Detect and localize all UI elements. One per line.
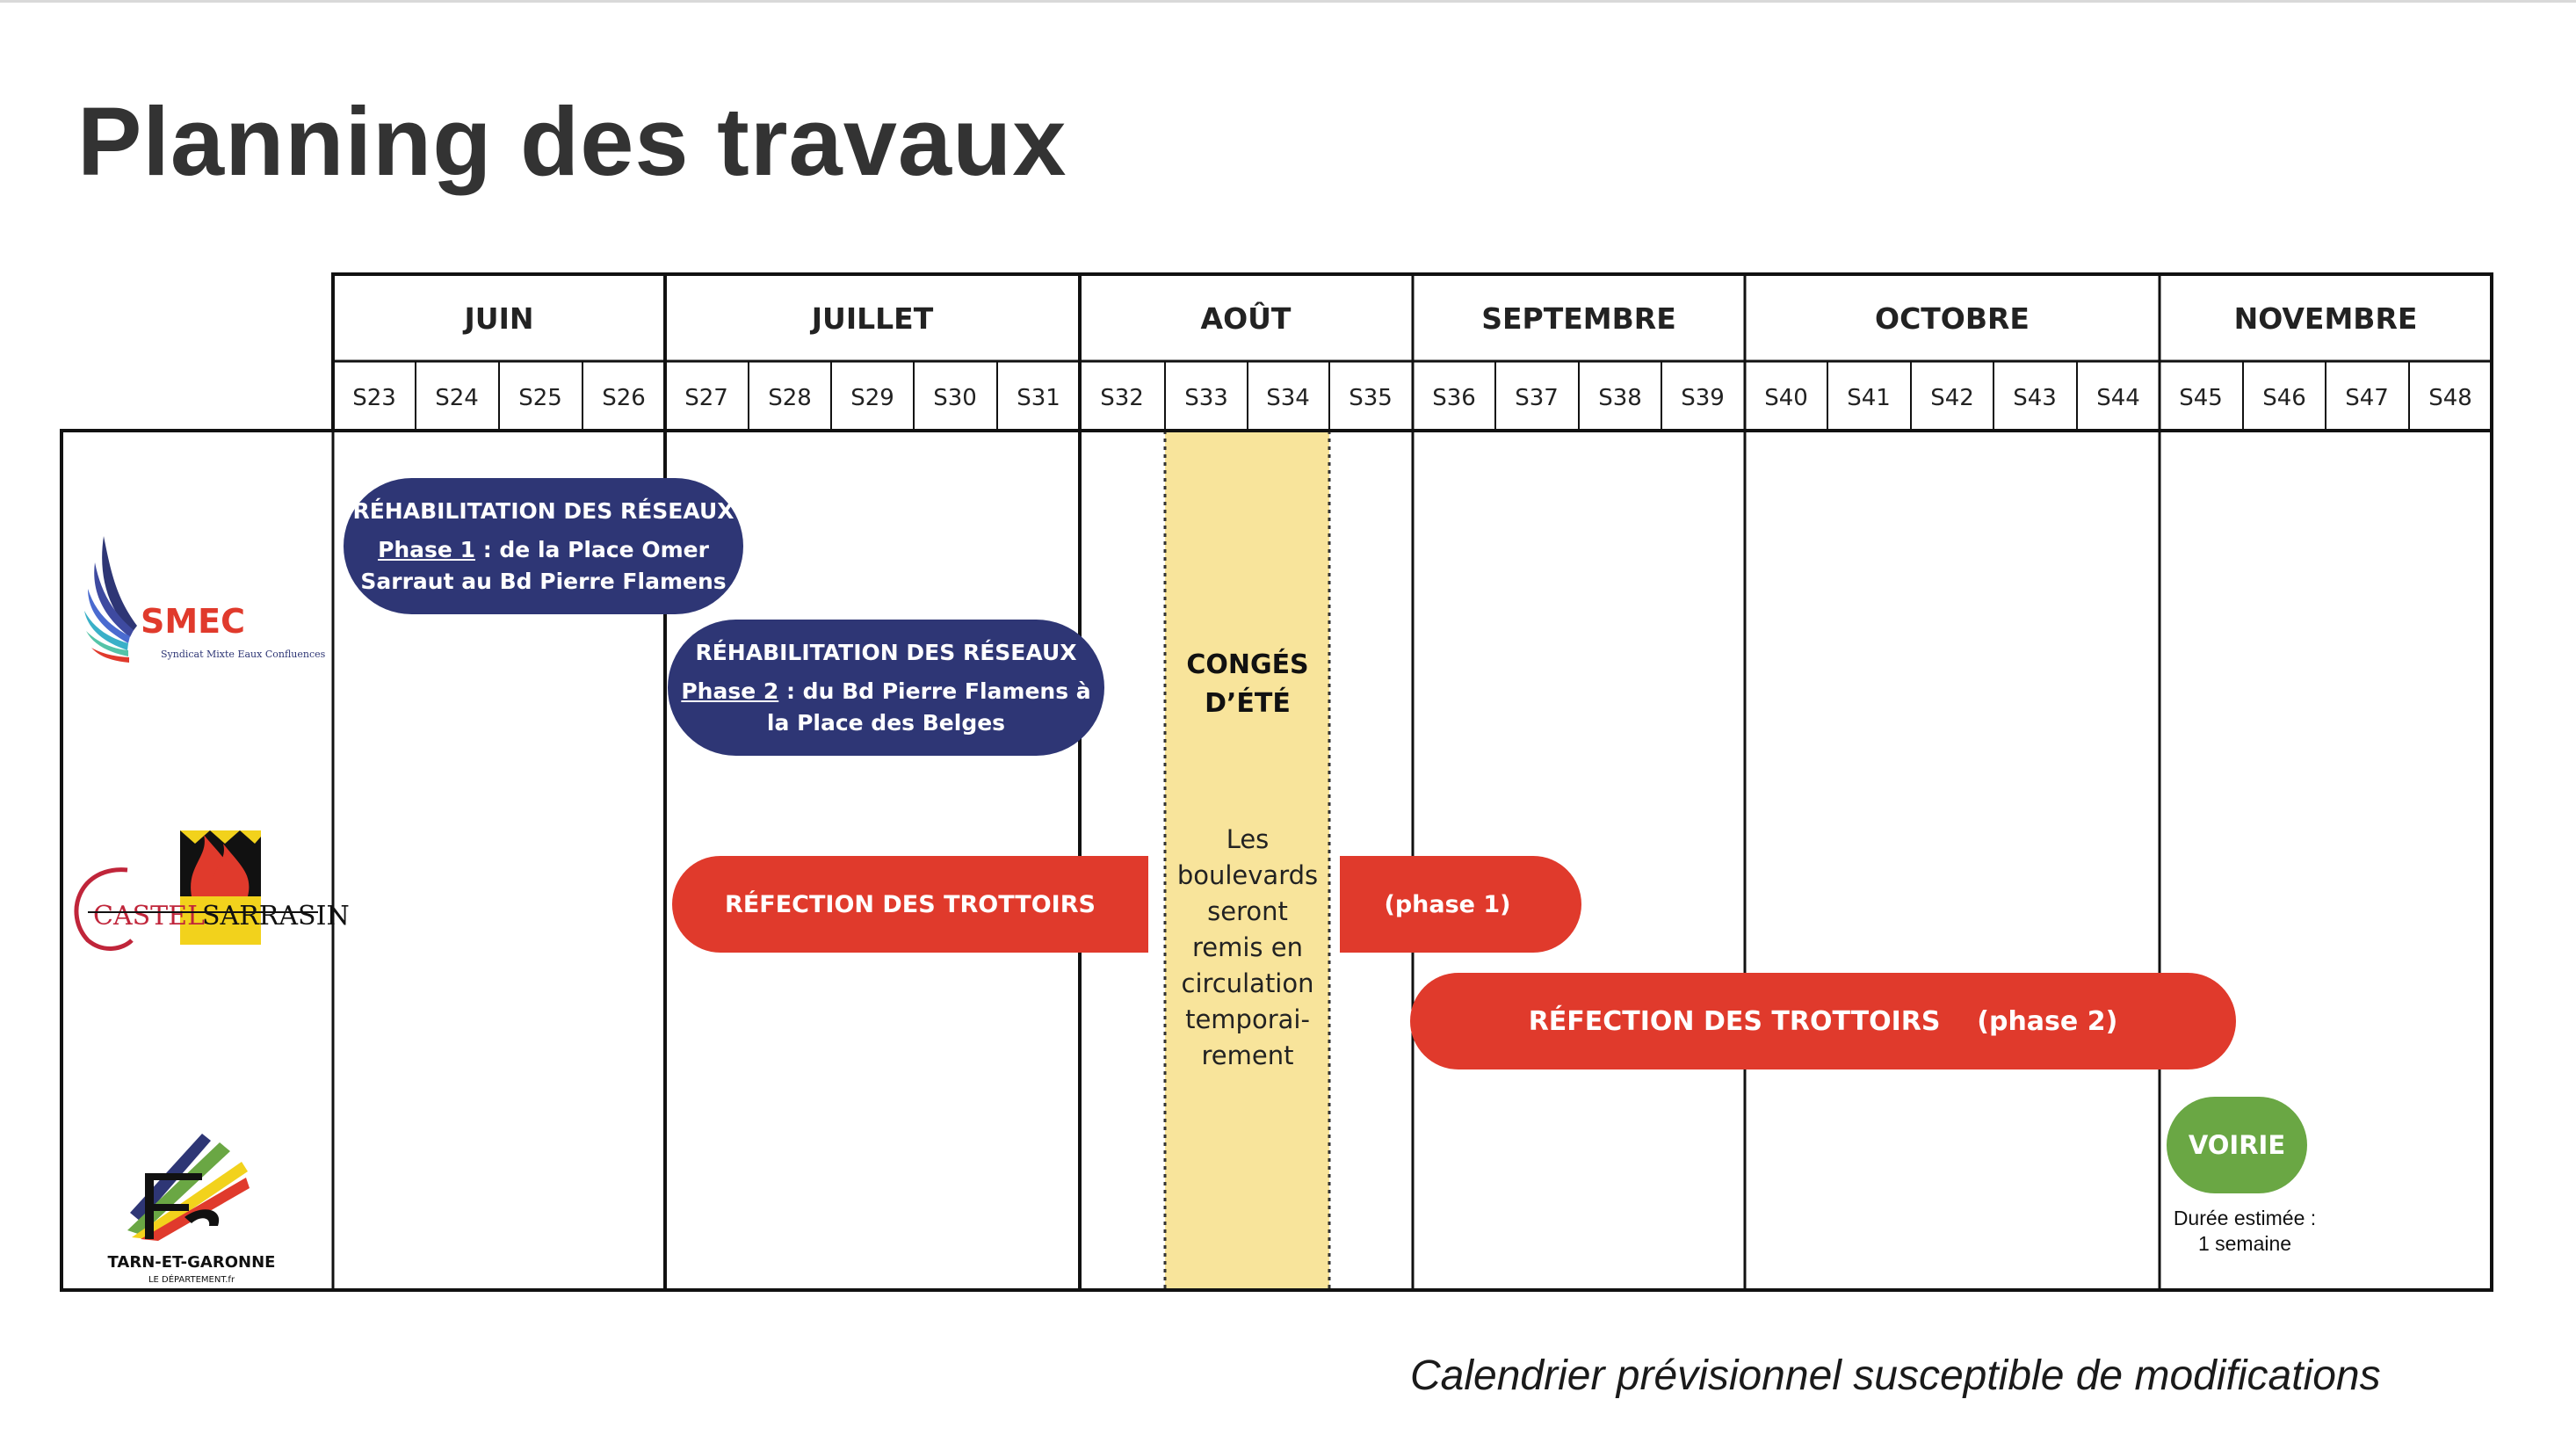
castel-wordmark: CASTEL bbox=[93, 901, 206, 932]
week-label: S40 bbox=[1764, 385, 1808, 411]
conges-note-line: circulation bbox=[1181, 968, 1314, 998]
task-trottoirs-phase1-part1 bbox=[672, 856, 1148, 953]
month-novembre: NOVEMBRE bbox=[2233, 301, 2418, 336]
conges-note-line: boulevards bbox=[1176, 860, 1319, 890]
task-reseaux-phase1 bbox=[344, 478, 743, 614]
week-label: S29 bbox=[850, 385, 894, 411]
week-label: S44 bbox=[2096, 385, 2140, 411]
task-voirie bbox=[2167, 1097, 2307, 1193]
sarrasin-wordmark: SARRASIN bbox=[202, 901, 350, 932]
duration-value: 1 semaine bbox=[2197, 1232, 2292, 1255]
month-juin: JUIN bbox=[464, 301, 534, 336]
task-detail: : de la Place Omer bbox=[475, 536, 709, 562]
week-label: S26 bbox=[602, 385, 646, 411]
task-detail: : du Bd Pierre Flamens à bbox=[778, 678, 1091, 704]
conges-title-line: D’ÉTÉ bbox=[1205, 688, 1291, 719]
week-label: S38 bbox=[1598, 385, 1642, 411]
task-label: RÉFECTION DES TROTTOIRS (phase 2) bbox=[1528, 1005, 2118, 1037]
voirie-duration-note bbox=[2135, 1206, 2355, 1257]
conges-title-line: CONGÉS bbox=[1186, 649, 1309, 680]
castelsarrasin-logo bbox=[76, 830, 350, 948]
week-label: S46 bbox=[2262, 385, 2306, 411]
week-label: S33 bbox=[1184, 385, 1228, 411]
week-label: S45 bbox=[2179, 385, 2223, 411]
footnote: Calendrier prévisionnel susceptible de modifications bbox=[1410, 1352, 2381, 1399]
task-detail: la Place des Belges bbox=[766, 709, 1006, 736]
week-label: S32 bbox=[1100, 385, 1144, 411]
tarn-wordmark: TARN-ET-GARONNE bbox=[107, 1253, 276, 1272]
phase-label: Phase 2 bbox=[681, 678, 779, 704]
conges-note-line: seront bbox=[1207, 896, 1288, 926]
week-label: S37 bbox=[1515, 385, 1559, 411]
week-label: S27 bbox=[684, 385, 728, 411]
week-label: S24 bbox=[435, 385, 479, 411]
conges-note bbox=[1164, 822, 1331, 1074]
week-label: S25 bbox=[518, 385, 562, 411]
week-label: S35 bbox=[1349, 385, 1393, 411]
week-label: S31 bbox=[1017, 385, 1060, 411]
task-title: RÉHABILITATION DES RÉSEAUX bbox=[695, 639, 1077, 665]
month-octobre: OCTOBRE bbox=[1875, 301, 2030, 336]
smec-wordmark: SMEC bbox=[141, 602, 246, 641]
conges-note-line: remis en bbox=[1192, 932, 1303, 962]
task-label: RÉFECTION DES TROTTOIRS bbox=[725, 890, 1096, 918]
week-label: S47 bbox=[2345, 385, 2389, 411]
task-trottoirs-phase1-part2 bbox=[1340, 856, 1581, 953]
task-detail: Sarraut au Bd Pierre Flamens bbox=[360, 568, 727, 594]
tarn-et-garonne-logo bbox=[108, 1134, 276, 1285]
week-label: S34 bbox=[1266, 385, 1310, 411]
week-label: S30 bbox=[933, 385, 977, 411]
week-label: S39 bbox=[1681, 385, 1725, 411]
task-title: RÉHABILITATION DES RÉSEAUX bbox=[352, 497, 734, 524]
conges-note-line: Les bbox=[1226, 824, 1270, 854]
conges-note-line: temporai- bbox=[1185, 1004, 1310, 1034]
week-label: S23 bbox=[352, 385, 396, 411]
week-label: S41 bbox=[1847, 385, 1891, 411]
conges-note-line: rement bbox=[1201, 1040, 1294, 1070]
task-trottoirs-phase2 bbox=[1410, 973, 2236, 1069]
week-label: S48 bbox=[2428, 385, 2472, 411]
month-juillet: JUILLET bbox=[811, 301, 934, 336]
conges-title bbox=[1164, 646, 1331, 723]
page-title: Planning des travaux bbox=[77, 88, 1067, 196]
duration-label: Durée estimée : bbox=[2173, 1207, 2317, 1229]
month-aout: AOÛT bbox=[1200, 301, 1292, 336]
week-label: S43 bbox=[2013, 385, 2057, 411]
smec-subtitle: Syndicat Mixte Eaux Confluences bbox=[161, 649, 326, 660]
smec-logo bbox=[84, 536, 326, 663]
week-label: S28 bbox=[768, 385, 812, 411]
task-label: VOIRIE bbox=[2188, 1130, 2286, 1160]
task-reseaux-phase2 bbox=[668, 620, 1104, 756]
week-label: S42 bbox=[1930, 385, 1974, 411]
phase-label: Phase 1 bbox=[378, 536, 475, 562]
month-septembre: SEPTEMBRE bbox=[1481, 301, 1676, 336]
task-label: (phase 1) bbox=[1384, 890, 1511, 918]
tarn-subtitle: LE DÉPARTEMENT.fr bbox=[148, 1275, 235, 1285]
week-label: S36 bbox=[1432, 385, 1476, 411]
